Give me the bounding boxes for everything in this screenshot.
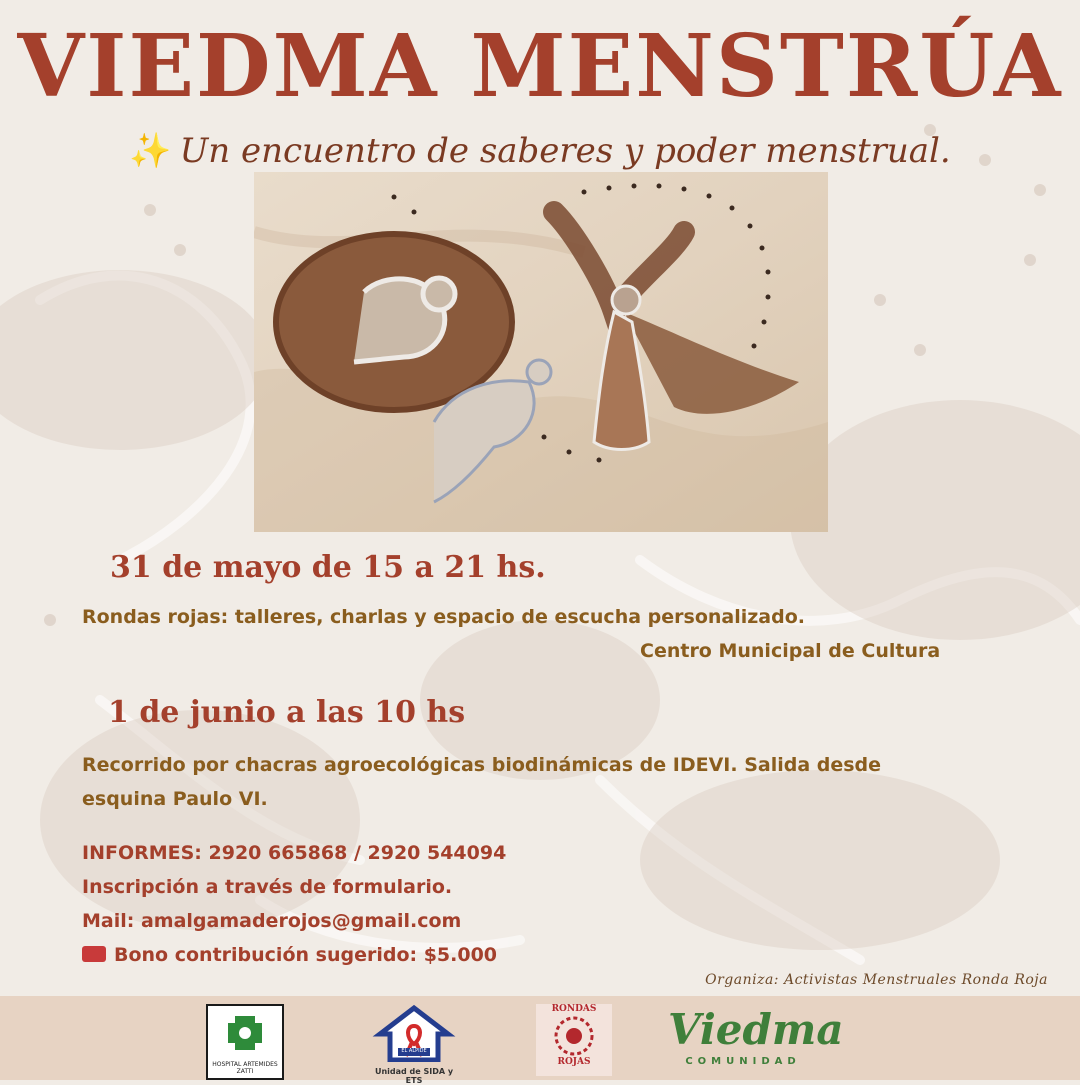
- event2-description-line1: Recorrido por chacras agroecológicas biodinámicas de IDEVI. Salida desde: [82, 754, 882, 776]
- info-phones: INFORMES: 2920 665868 / 2920 544094: [82, 842, 507, 864]
- rondas-rojas-logo: [536, 1004, 612, 1076]
- unidad-sida-logo: [368, 1004, 460, 1085]
- bono-text: Bono contribución sugerido: $5.000: [114, 944, 498, 966]
- rondas-rojas-top-text: RONDAS: [551, 1004, 597, 1014]
- ticket-icon: [82, 946, 106, 962]
- house-badge-text: EL ALPIDE: [401, 1048, 427, 1054]
- organizer-credit: Organiza: Activistas Menstruales Ronda Roja: [705, 972, 1048, 988]
- page-title: VIEDMA MENSTRÚA: [17, 16, 1063, 117]
- event1-description: Rondas rojas: talleres, charlas y espacio de escucha personalizado.: [82, 606, 806, 628]
- viedma-logo-sub: COMUNIDAD: [685, 1056, 801, 1067]
- event1-location: Centro Municipal de Cultura: [640, 640, 941, 662]
- viedma-comunidad-logo: [668, 1004, 844, 1076]
- rondas-rojas-bottom-text: ROJAS: [557, 1057, 591, 1067]
- subtitle-text: Un encuentro de saberes y poder menstrual.: [179, 131, 951, 171]
- artwork-illustration: [254, 172, 828, 532]
- viedma-logo-name: Viedma: [668, 1005, 844, 1054]
- info-registration: Inscripción a través de formulario.: [82, 876, 453, 898]
- event1-date: 31 de mayo de 15 a 21 hs.: [110, 550, 546, 585]
- hospital-logo-text: HOSPITAL ARTEMIDES ZATTI: [212, 1061, 278, 1075]
- sparkles-icon: ✨: [129, 131, 172, 171]
- rondas-rojas-emblem-icon: [536, 1014, 612, 1058]
- info-bono: [82, 938, 497, 972]
- unidad-sida-caption: Unidad de SIDA y ETS: [374, 1067, 454, 1085]
- page-subtitle: [0, 128, 1080, 174]
- event2-date: 1 de junio a las 10 hs: [108, 695, 466, 730]
- hospital-cross-icon: [208, 1006, 282, 1056]
- hospital-logo: [206, 1004, 284, 1080]
- event2-description-line2: esquina Paulo VI.: [82, 788, 268, 810]
- sponsor-logo-band: [0, 996, 1080, 1085]
- info-mail: Mail: amalgamaderojos@gmail.com: [82, 910, 462, 932]
